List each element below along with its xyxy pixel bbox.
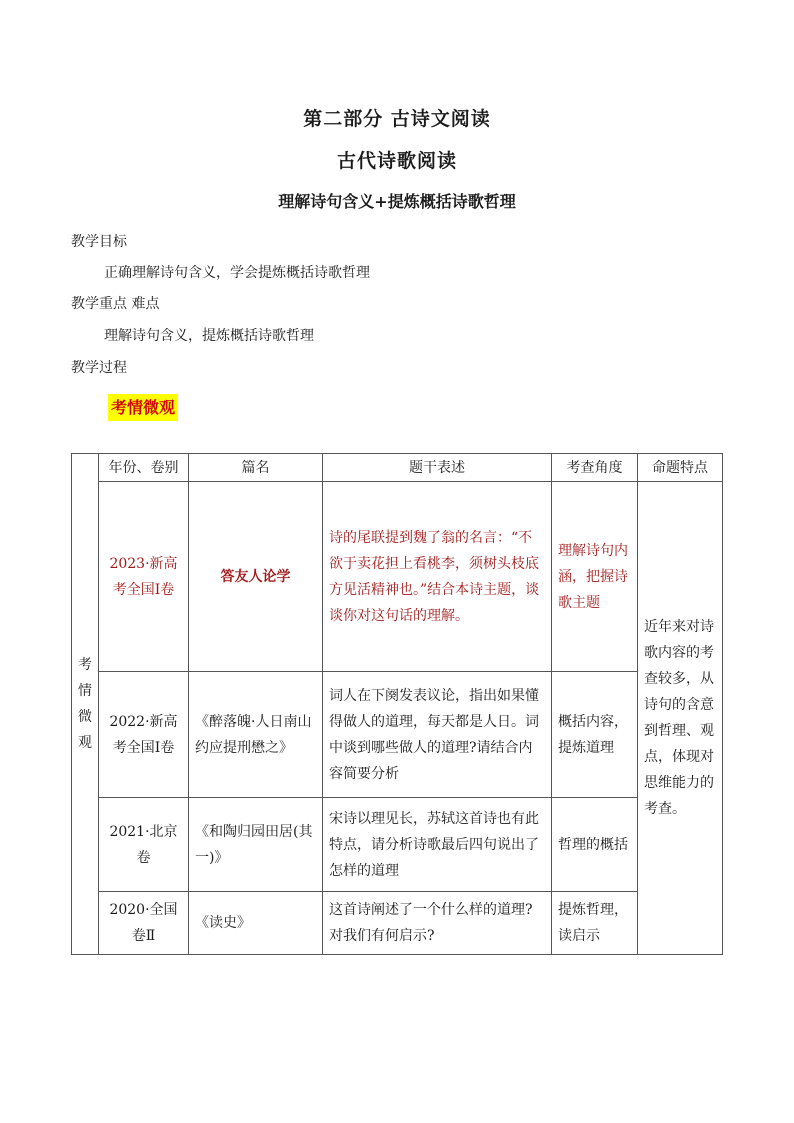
header-question: 题干表述	[323, 454, 552, 482]
side-label-text: 考情微观	[78, 657, 92, 751]
table-row	[72, 482, 723, 672]
row-year: 2021·北京卷	[99, 798, 189, 892]
row-angle: 理解诗句内涵，把握诗歌主题	[552, 482, 638, 672]
exam-insight-tag: 考情微观	[108, 394, 178, 421]
row-title: 答友人论学	[189, 482, 323, 672]
table-row	[72, 798, 723, 892]
feature-cell: 近年来对诗歌内容的考查较多，从诗句的含意到哲理、观点，体现对思维能力的考查。	[638, 482, 723, 955]
goal-label: 教学目标	[71, 234, 127, 250]
lesson-title: 理解诗句含义+提炼概括诗歌哲理	[278, 192, 516, 211]
table-row	[72, 672, 723, 798]
row-title: 《醉落魄·人日南山约应提刑懋之》	[189, 672, 323, 798]
process-label: 教学过程	[71, 360, 127, 376]
exam-table	[71, 453, 723, 955]
row-question: 词人在下阕发表议论，指出如果懂得做人的道理，每天都是人日。词中谈到哪些做人的道理?请结合内容简要分析	[323, 672, 552, 798]
row-question: 这首诗阐述了一个什么样的道理?对我们有何启示?	[323, 892, 552, 955]
side-label	[72, 454, 99, 955]
part-title: 第二部分 古诗文阅读	[303, 108, 491, 130]
table-row	[72, 892, 723, 955]
header-title: 篇名	[189, 454, 323, 482]
key-text: 理解诗句含义，提炼概括诗歌哲理	[104, 328, 314, 344]
header-angle: 考查角度	[552, 454, 638, 482]
row-year: 2022·新高考全国Ⅰ卷	[99, 672, 189, 798]
table-header-row	[72, 454, 723, 482]
row-angle: 概括内容，提炼道理	[552, 672, 638, 798]
key-label: 教学重点 难点	[71, 296, 160, 312]
row-angle: 哲理的概括	[552, 798, 638, 892]
goal-text: 正确理解诗句含义，学会提炼概括诗歌哲理	[104, 265, 370, 281]
section-title: 古代诗歌阅读	[336, 150, 457, 172]
header-feature: 命题特点	[638, 454, 723, 482]
row-year: 2020·全国卷Ⅱ	[99, 892, 189, 955]
row-angle: 提炼哲理，读启示	[552, 892, 638, 955]
row-title: 《读史》	[189, 892, 323, 955]
row-title: 《和陶归园田居(其一)》	[189, 798, 323, 892]
row-year: 2023·新高考全国Ⅰ卷	[99, 482, 189, 672]
row-question: 诗的尾联提到魏了翁的名言：“不欲于卖花担上看桃李，须树头枝底方见活精神也。”结合本诗主题，谈谈你对这句话的理解。	[323, 482, 552, 672]
row-question: 宋诗以理见长，苏轼这首诗也有此特点，请分析诗歌最后四句说出了怎样的道理	[323, 798, 552, 892]
header-year: 年份、卷别	[99, 454, 189, 482]
